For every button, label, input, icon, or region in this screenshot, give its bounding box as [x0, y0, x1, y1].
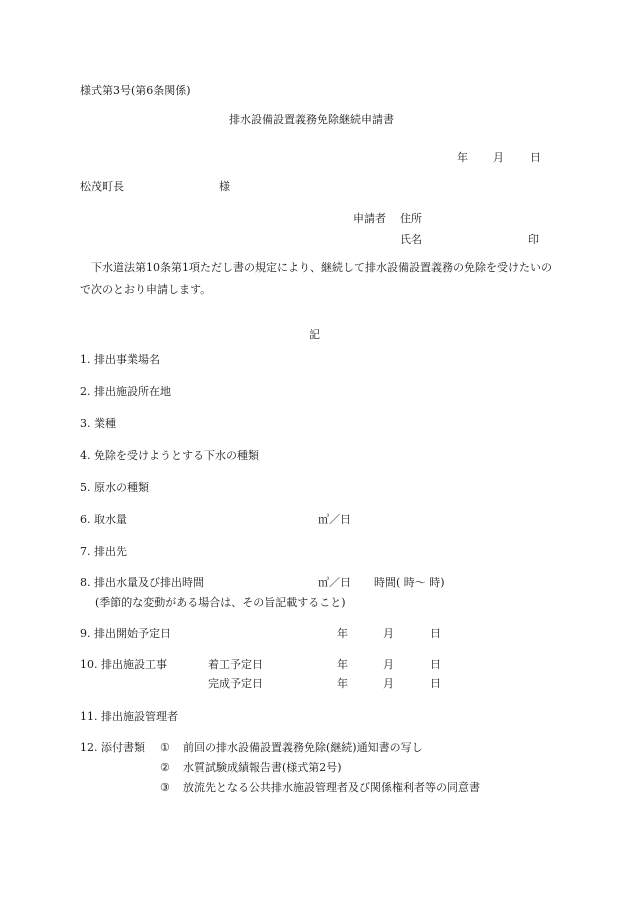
item-3: 3. 業種 [80, 417, 116, 430]
attachment-3-text: 放流先となる公共排水施設管理者及び関係権利者等の同意書 [183, 781, 480, 794]
attachment-3-mark: ③ [160, 781, 170, 794]
date-day: 日 [530, 151, 541, 164]
item-1: 1. 排出事業場名 [80, 353, 160, 366]
item-11: 11. 排出施設管理者 [80, 710, 178, 723]
item-8-label: 8. 排出水量及び排出時間 [80, 576, 204, 589]
item-5: 5. 原水の種類 [80, 481, 149, 494]
item-10-label: 10. 排出施設工事 [80, 658, 167, 671]
item-7: 7. 排出先 [80, 545, 127, 558]
address-label: 住所 [400, 212, 422, 225]
item-10-end-year: 年 [337, 677, 348, 690]
attachment-1-mark: ① [160, 741, 170, 754]
seal-mark: 印 [528, 233, 539, 246]
item-8-note: (季節的な変動がある場合は、その旨記載すること) [95, 596, 346, 609]
item-9-label: 9. 排出開始予定日 [80, 627, 171, 640]
ki-heading: 記 [309, 328, 320, 341]
item-10-start-month: 月 [383, 658, 394, 671]
item-9-day: 日 [430, 627, 441, 640]
item-10-start-label: 着工予定日 [208, 658, 263, 671]
item-8-time: 時間( 時〜 時) [374, 576, 445, 589]
item-6-unit: ㎥／日 [318, 513, 351, 526]
attachment-2-mark: ② [160, 761, 170, 774]
addressee-honorific: 様 [219, 180, 230, 193]
intro-paragraph: 下水道法第10条第1項ただし書の規定により、継続して排水設備設置義務の免除を受けたいので次のとおり申請します。 [80, 261, 552, 296]
item-2: 2. 排出施設所在地 [80, 385, 171, 398]
name-label: 氏名 [400, 233, 422, 246]
attachment-1-text: 前回の排水設備設置義務免除(継続)通知書の写し [183, 741, 423, 754]
item-10-end-month: 月 [383, 677, 394, 690]
item-10-end-day: 日 [430, 677, 441, 690]
item-10-start-year: 年 [337, 658, 348, 671]
item-4: 4. 免除を受けようとする下水の種類 [80, 449, 259, 462]
applicant-label: 申請者 [353, 212, 386, 225]
item-12-label: 12. 添付書類 [80, 741, 145, 754]
item-10-start-day: 日 [430, 658, 441, 671]
form-number: 様式第3号(第6条関係) [80, 84, 191, 97]
date-year: 年 [457, 151, 468, 164]
addressee-name: 松茂町長 [80, 180, 124, 193]
item-8-unit: ㎥／日 [318, 576, 351, 589]
item-6-label: 6. 取水量 [80, 513, 127, 526]
document-title: 排水設備設置義務免除継続申請書 [229, 113, 394, 126]
date-month: 月 [493, 151, 504, 164]
item-9-year: 年 [337, 627, 348, 640]
item-9-month: 月 [383, 627, 394, 640]
item-10-end-label: 完成予定日 [208, 677, 263, 690]
attachment-2-text: 水質試験成績報告書(様式第2号) [183, 761, 342, 774]
